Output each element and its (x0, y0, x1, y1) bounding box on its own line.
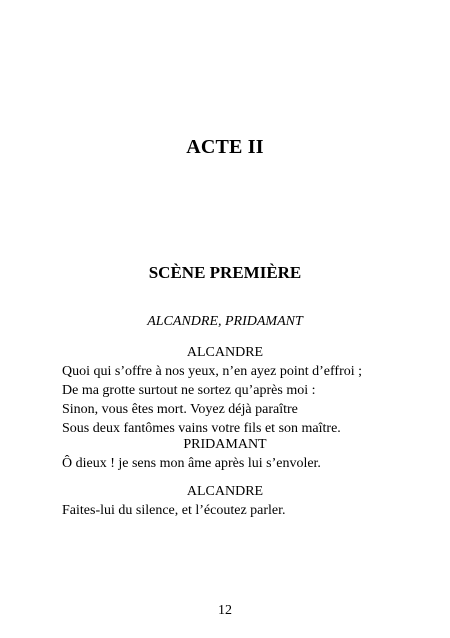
speech-verses (62, 362, 362, 438)
verse-line: De ma grotte surtout ne sortez qu’après moi : (62, 383, 316, 398)
verse-line: Sous deux fantômes vains votre fils et son maître. (62, 421, 341, 436)
speaker-name: PRIDAMANT (183, 437, 267, 452)
scene-title: SCÈNE PREMIÈRE (148, 263, 302, 282)
speaker-name: ALCANDRE (186, 484, 264, 499)
speaker-name: ALCANDRE (186, 345, 264, 360)
verse-line: Sinon, vous êtes mort. Voyez déjà paraître (62, 402, 298, 417)
scene-characters: ALCANDRE, PRIDAMANT (147, 314, 303, 329)
page-number: 12 (218, 603, 232, 618)
verse-line: Quoi qui s’offre à nos yeux, n’en ayez point d’effroi ; (62, 364, 363, 379)
speech-verses (62, 454, 321, 473)
verse-line: Ô dieux ! je sens mon âme après lui s’envoler. (62, 456, 321, 471)
act-title: ACTE II (186, 136, 264, 158)
speech-verses (62, 501, 286, 520)
verse-line: Faites-lui du silence, et l’écoutez parler. (62, 503, 286, 518)
